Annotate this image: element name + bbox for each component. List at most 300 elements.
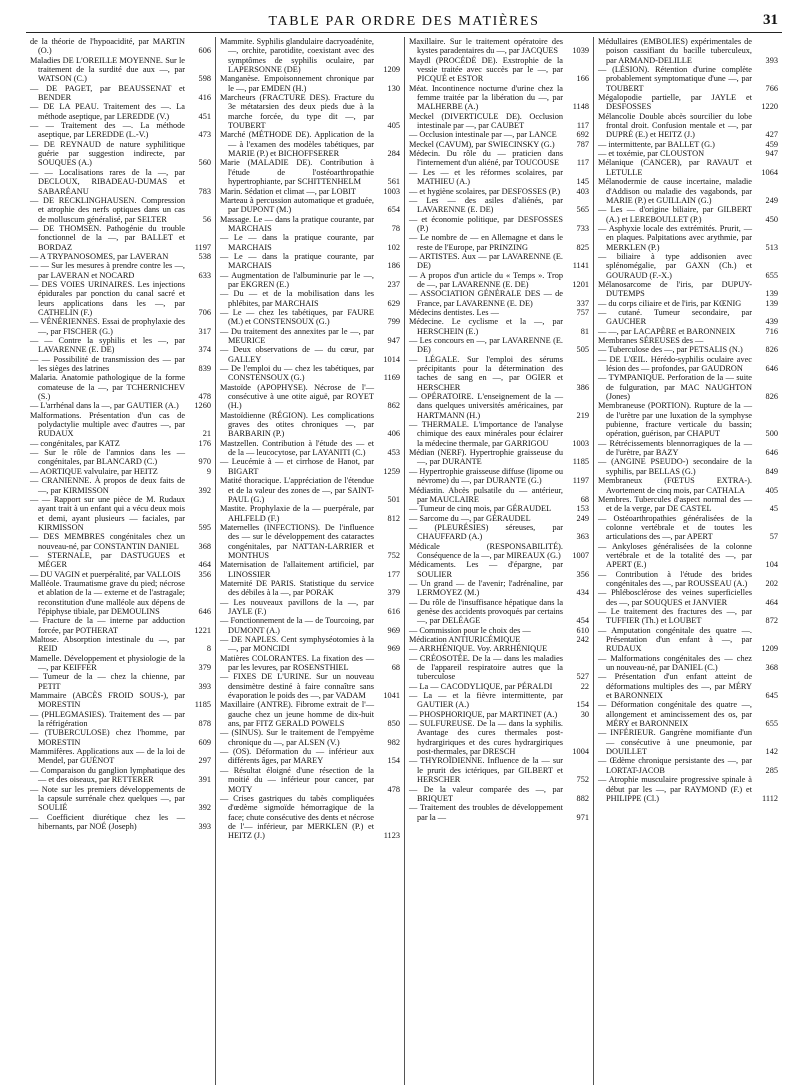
index-entry [30,355,211,374]
index-entry-page: 102 [387,242,400,252]
index-entry-text: — Du rôle de l'insuffisance hépatique dans la genèse des accidents provoqués par certains —, par DELÉAGE [409,597,563,626]
index-entry-page: 284 [387,149,400,159]
index-entry [220,93,400,130]
index-entry [409,308,589,317]
index-entry [30,196,211,224]
index-entry-text: — La — et la fièvre intermittente, par GAUTIER (A.) [409,691,563,710]
index-entry [30,476,211,495]
index-entry-page: 405 [387,121,400,131]
index-entry-page: 177 [387,569,400,579]
index-entry-text: — Rétrécissements blennorragiques de la — de l'urètre, par BAZY [598,438,752,458]
index-entry-page: 68 [580,494,589,504]
index-entry-text: Méat. Incontinence nocturne d'urine chez la femme traitée par la libération du —, par MALHERBE (A.) [409,83,563,112]
index-entry-page: 297 [198,756,211,766]
index-entry [30,336,211,355]
index-entry-page: 416 [198,93,211,103]
index-entry-page: 363 [576,532,589,542]
index-entry-text: Médicaments. Les — d'épargne, par SOULIER [409,560,563,579]
index-entry [598,570,778,589]
index-entry-page: 646 [198,606,211,616]
index-entry-text: — Occlusion intestinale par —, par LANCE [409,130,557,140]
index-entry-page: 1141 [572,261,589,271]
index-entry-page: 8 [206,644,211,654]
index-entry-page: 285 [765,765,778,775]
index-entry [220,196,400,215]
index-entry [409,130,589,139]
index-entry-page: 453 [387,448,400,458]
index-entry-page: 645 [765,691,778,701]
index-entry-text: — Note sur les premiers développements de la capsule surrénale chez quelques —, par SOULIÉ [30,784,185,813]
index-entry-text: Médiastin. Abcès pulsatile du — antérieur, par MAUCLAIRE [409,485,563,504]
index-entry-text: Malléole. Traumatisme grave du pied; nécrose et ablation de la — externe et de l'astragale; reconstitution d'une malléole aux dépens de l'épiphyse tibiale, par DEMOULINS [30,578,185,616]
index-entry-text: — CRÉOSOTÉE. De la — dans les maladies de l'appareil respiratoire autres que la tuberculose [409,653,563,682]
index-entry-text: — Les — et les réformes scolaires, par MATHIEU (A.) [409,167,563,187]
index-entry-page: 560 [198,158,211,168]
index-columns [26,37,782,1085]
index-entry-text: Mégalopodie partielle, par JAYLE et DESFOSSES [598,93,752,112]
index-entry-text: Malformations. Présentation d'un cas de polydactylie multiple avec d'autres —, par RUDAUX [30,410,185,439]
index-entry-text: Médication ANTIURICÉMIQUE [409,635,521,644]
index-entry [409,420,589,448]
page-title: TABLE PAR ORDRE DES MATIÈRES [268,14,540,29]
index-entry-page: 1185 [194,700,211,710]
index-entry [409,355,589,392]
index-entry [598,495,778,514]
index-entry-page: 825 [576,242,589,252]
index-entry-page: 1003 [383,186,400,196]
index-entry [598,327,778,336]
index-entry-text: — cutané. Tumeur secondaire, par GAUCHER [598,307,752,327]
index-entry [409,514,589,523]
index-entry-page: 646 [765,448,778,458]
index-entry [409,560,589,579]
index-entry [220,158,400,186]
index-entry-page: 799 [387,317,400,327]
index-entry-page: 1004 [572,747,589,757]
index-entry-page: 145 [576,177,589,187]
index-entry-text: — — Possibilité de transmission des — par les sièges des latrines [30,354,185,374]
index-entry-page: 655 [765,719,778,729]
index-entry-page: 1209 [383,65,400,75]
index-entry-text: — Atrophie musculaire progressive spinale à début par les —, par RAYMOND (F.) et PHILIPPE (Cl.) [598,775,752,803]
index-entry-text: — DE NAPLES. Cent symphyséotomies à la —, par MONCIDI [220,635,374,654]
index-entry [220,523,400,560]
index-entry-text: — Malformations congénitales des — chez un nouveau-né, par DANIEL (C.) [598,653,752,673]
index-entry [220,728,400,747]
index-entry [598,775,778,803]
index-entry [598,439,778,458]
index-entry [30,121,211,140]
index-entry-text: — et toxémie, par CLOUSTON [598,149,705,159]
index-entry-page: 654 [387,205,400,215]
index-entry-text: — Crises gastriques du tabès compliquées d'œdème sigmoïde hémorragique de la face; chute consécutive des dents et nécrose de l'— inférieur, par MERKLEN (P.) et HEITZ (J.) [220,793,374,841]
index-entry-text: — OPÉRATOIRE. L'enseignement de la — dans quelques universités américaines, par HARTMANN (H.) [409,392,563,420]
index-entry-page: 393 [198,821,211,831]
index-entry [598,93,778,112]
index-entry-text: Membraneuse (PORTION). Rupture de la — de l'urètre par une luxation de la symphyse pubienne, fracture verticale du bassin; opération, guérison, par CHAPUT [598,401,752,439]
index-entry-text: — — Sur les mesures à prendre contre les —, par LAVERAN et NOCARD [30,261,185,280]
index-entry-page: 1209 [761,644,778,654]
index-entry-text: Membres. Tubercules d'aspect normal des — et de la verge, par DE CASTEL [598,494,752,514]
index-entry-page: 78 [391,223,400,233]
index-entry [30,635,211,654]
index-entry-text: — du corps ciliaire et de l'iris, par KŒNIG [598,298,742,308]
index-entry-text: — De l'emploi du — chez les tabétiques, par CONSTENSOUX (G.) [220,364,374,383]
index-entry-page: 1123 [383,831,400,841]
index-entry-page: 139 [765,289,778,299]
index-entry [598,514,778,542]
index-entry-page: 337 [576,298,589,308]
index-entry [598,756,778,775]
index-entry-text: Maladies DE L'OREILLE MOYENNE. Sur le traitement de la surdité due aux —, par WATSON (C.) [30,55,185,84]
page-number: 31 [763,12,778,28]
index-entry [220,598,400,617]
index-entry [598,149,778,158]
index-entry [598,607,778,626]
index-entry-text: — Commission pour le choix des — [409,625,531,635]
index-entry [30,616,211,635]
index-entry-page: 783 [198,186,211,196]
index-entry-text: — INFÉRIEUR. Gangrène momifiante d'un — consécutive à une pneumonie, par DOUILLET [598,728,752,757]
index-entry-page: 104 [765,560,778,570]
index-entry-text: — Résultat éloigné d'une résection de la moitié du — inférieur pour cancer, par MOTY [220,765,374,794]
index-entry-page: 202 [765,578,778,588]
index-entry-page: 439 [765,317,778,327]
index-entry-text: Matité thoracique. L'appréciation de l'étendue et de la valeur des zones de —, par SAINT-PAUL (G.) [220,476,374,504]
index-entry-text: Médian (NERF). Hypertrophie graisseuse du —, par DURANTE [409,448,563,467]
index-entry-page: 450 [765,214,778,224]
index-entry-text: Matières COLORANTES. La fixation des — par les levures, par ROSENSTHIEL [220,653,374,673]
index-entry-text: Maxillaire. Sur le traitement opératoire des kystes paradentaires du —, par JACQUES [409,37,563,56]
index-entry-page: 427 [765,130,778,140]
index-entry-page: 57 [769,532,778,542]
index-entry-page: 454 [576,616,589,626]
index-entry-text: — Phlébosclérose des veines superficielles des —, par SOUQUES et JANVIER [598,588,752,607]
index-entry-text: — TYMPANIQUE. Perforation de la — suite de fulguration, par MAC NAUGHTON (Jones) [598,373,752,402]
index-entry [30,747,211,766]
index-entry-text: Maxillaire (ANTRE). Fibrome extrait de l'— gauche chez un jeune homme de dix-huit ans, par FITZ GERALD POWELS [220,700,374,729]
index-entry-text: — DES VOIES URINAIRES. Les injections épidurales par ponction du canal sacré et leurs applications dans les —, par CATHELIN (F.) [30,279,185,317]
index-entry [598,457,778,476]
index-entry [30,84,211,103]
index-entry [220,766,400,794]
index-entry [30,401,211,410]
index-entry-text: Mastoïdienne (RÉGION). Les complications graves des otites chroniques —, par BARBARIN (P.) [220,410,374,439]
index-entry-page: 406 [387,429,400,439]
index-entry-page: 356 [576,569,589,579]
index-entry-page: 249 [576,513,589,523]
index-entry [220,476,400,504]
index-entry-text: — Le — dans la pratique courante, par MARCHAIS [220,251,374,271]
index-entry [409,626,589,635]
index-entry-page: 403 [576,186,589,196]
index-entry [220,579,400,598]
index-entry-page: 513 [765,242,778,252]
index-entry-page: 153 [576,504,589,514]
index-entry [30,551,211,570]
index-entry-page: 970 [198,457,211,467]
index-entry-text: Médicale (RESPONSABILITÉ). Conséquence de la —, par MIREAUX (G.) [409,541,563,560]
index-entry-page: 1221 [194,625,211,635]
index-entry [220,37,400,74]
index-entry-text: — (OS). Déformation du — inférieur aux différents âges, par MAREY [220,747,374,766]
index-entry-text: — intermittente, par BALLET (G.) [598,139,715,149]
index-entry-page: 982 [387,737,400,747]
index-entry [598,280,778,299]
index-entry-page: 117 [576,121,589,131]
index-entry-page: 176 [198,438,211,448]
index-entry [30,785,211,813]
index-entry-text: — (ANGINE PSEUDO-) secondaire de la syphilis, par BELLAS (G.) [598,457,752,476]
index-entry-page: 317 [198,326,211,336]
index-entry-text: — LÉGALE. Sur l'emploi des sérums précipitants pour la détermination des taches de sang en —, par OGIER et HERSCHER [409,354,563,392]
index-entry [409,803,589,822]
index-entry [409,504,589,513]
index-entry-text: — DE REYNAUD de nature syphilitique guérie par suggestion indirecte, par SOUQUES (A.) [30,139,185,168]
index-entry [220,616,400,635]
index-entry-page: 1260 [194,401,211,411]
index-entry-text: Mélanique (CANCER), par RAVAUT et LETULLE [598,158,752,177]
index-entry-page: 356 [198,569,211,579]
index-entry-page: 565 [576,205,589,215]
index-entry-text: — Asphyxie locale des extrémités. Prurit, — en plaques. Palpitations avec arythmie, par MERKLEN (P.) [598,223,752,252]
index-entry-text: — La — CACODYLIQUE, par PÉRALDI [409,681,553,691]
index-entry-page: 1259 [383,466,400,476]
index-entry-text: — Amputation congénitale des quatre —. Présentation d'un enfant à —, par RUDAUX [598,625,752,654]
index-entry [409,196,589,215]
index-entry-page: 237 [387,279,400,289]
index-entry-text: — Le traitement des fractures des —, par TUFFIER (Th.) et LOUBET [598,606,752,626]
index-entry-page: 1197 [194,242,211,252]
index-entry [598,345,778,354]
index-entry-text: — Les — d'origine biliaire, par GILBERT (A.) et LEREBOULLET (P.) [598,205,752,224]
index-entry-text: Marché (MÉTHODE DE). Application de la — à l'examen des modèles tabétiques, par MARIE (P.) et BICHOFFSERER [220,130,374,159]
index-entry-page: 1112 [762,793,778,803]
index-entry-text: — — Contre la syphilis et les —, par LAVARENNE (E. DE) [30,336,185,355]
index-entry-page: 393 [765,55,778,65]
index-entry [409,710,589,719]
index-entry-text: Meckel (DIVERTICULE DE). Occlusion intestinale par —, par CAUBET [409,111,563,131]
index-entry-text: Mammifères. Applications aux — de la loi de Mendel, par GUÉNOT [30,747,185,766]
index-entry-text: — De la valeur comparée des —, par BRIQUET [409,784,563,803]
index-entry-page: 392 [198,803,211,813]
index-entry-page: 154 [387,756,400,766]
index-entry [30,570,211,579]
index-entry-text: — Augmentation de l'albuminurie par le —, par EKGREN (E.) [220,270,374,289]
index-entry-page: 595 [198,522,211,532]
index-entry-text: — Contribution à l'étude des brides congénitales des —, par ROUSSEAU (A.) [598,569,752,588]
index-entry-page: 692 [576,130,589,140]
index-entry-text: Marteau à percussion automatique et graduée, par DUPONT (M.) [220,195,374,215]
index-entry [598,252,778,280]
index-entry-text: — ARTISTES. Aux — par LAVARENNE (E. DE) [409,251,563,271]
index-entry-text: — PHOSPHORIQUE, par MARTINET (A.) [409,709,558,719]
index-entry-page: 464 [765,597,778,607]
index-column-4 [593,37,782,1085]
index-entry-page: 561 [387,177,400,187]
index-entry-page: 22 [580,681,589,691]
index-entry-page: 249 [765,195,778,205]
index-entry-text: — Coefficient diurétique chez les — hibernants, par NOÉ (Joseph) [30,812,185,831]
index-entry-text: — DES MEMBRES congénitales chez un nouveau-né, par CONSTANTIN DANIEL [30,532,185,551]
index-entry-text: — Le — dans la pratique courante, par MARCHAIS [220,233,374,252]
index-entry [598,158,778,177]
index-entry-text: — — Localisations rares de la —, par DECLOUX, RIBADEAU-DUMAS et SABARÉANU [30,167,185,196]
index-entry-text: — (TUBERCULOSE) chez l'homme, par MORESTIN [30,728,185,747]
index-entry-page: 368 [198,541,211,551]
index-entry-text: — ASSOCIATION GÉNÉRALE DES — de France, par LAVARENNE (E. DE) [409,289,563,308]
index-entry-text: — congénitales, par KATZ [30,438,120,448]
index-entry [409,719,589,756]
index-entry-page: 826 [765,345,778,355]
index-entry [220,364,400,383]
index-entry-page: 538 [198,251,211,261]
index-entry-page: 45 [769,504,778,514]
index-entry [409,252,589,271]
index-entry-text: — Les concours en —, par LAVARENNE (E. DE) [409,336,563,355]
index-entry-text: — Les nouveaux pavillons de la —, par JAYLE (F.) [220,597,374,616]
index-entry-text: — — Traitement des —. La méthode aseptique, par LEREDDE (L.-V.) [30,121,185,140]
index-entry-text: — —, par LACAPÈRE et BARONNEIX [598,326,736,336]
index-entry [409,785,589,804]
page-header [26,10,782,33]
index-entry-text: — Traitement des troubles de développement par la — [409,803,563,822]
index-entry-page: 1014 [383,354,400,364]
index-entry-page: 392 [198,485,211,495]
index-entry-text: — Sarcome du —, par GÉRAUDEL [409,513,531,523]
index-entry [220,747,400,766]
index-entry [30,672,211,691]
index-entry [30,168,211,196]
index-entry [409,215,589,234]
index-entry-page: 610 [576,625,589,635]
index-entry-page: 606 [198,46,211,56]
index-entry [409,392,589,420]
index-entry-page: 971 [576,812,589,822]
index-entry-page: 464 [198,560,211,570]
index-entry-page: 166 [576,74,589,84]
index-entry-page: 757 [576,307,589,317]
index-entry-text: Médecine. Le cyclisme et la —, par HERSCHEIN (E.) [409,317,563,336]
index-entry-page: 1220 [761,102,778,112]
index-entry [409,112,589,131]
index-entry [30,280,211,317]
index-entry [220,233,400,252]
index-entry [220,187,400,196]
index-entry-page: 501 [387,494,400,504]
index-entry-text: — Le — chez les tabétiques, par FAURE (M.) et CONSTENSOUX (G.) [220,307,374,327]
index-entry-page: 633 [198,270,211,280]
index-entry-page: 459 [765,139,778,149]
index-entry-page: 882 [576,793,589,803]
index-entry [220,130,400,158]
index-entry-text: — ARRHÉNIQUE. Voy. ARRHÉNIQUE [409,644,548,654]
index-entry-text: Marin. Sédation et climat —, par LOBIT [220,186,356,196]
index-entry-text: Mastite. Prophylaxie de la — puerpérale, par AHLFELD (F.) [220,504,374,523]
index-entry-page: 766 [765,83,778,93]
index-entry-text: Maternité DE PARIS. Statistique du service des débiles à la —, par PORAK [220,578,374,598]
index-entry-text: — A TRYPANOSOMES, par LAVERAN [30,251,169,261]
index-entry-page: 849 [765,466,778,476]
index-entry-text: — (PLEURÉSIES) séreuses, par CHAUFFARD (A.) [409,522,563,542]
index-entry-text: Malaria. Anatomie pathologique de la forme comateuse de la —, par TCHERNICHEV (S.) [30,373,185,402]
index-entry-text: — — Rapport sur une pièce de M. Rudaux ayant trait à un enfant qui a vécu deux mois et demi, ayant plusieurs — faciales, par KIRMISSON [30,494,185,532]
index-entry-page: 142 [765,747,778,757]
index-entry-page: 30 [580,709,589,719]
index-entry [598,728,778,756]
index-entry-page: 81 [580,326,589,336]
index-entry [30,579,211,616]
index-entry [409,84,589,112]
index-entry-text: — Le nombre de — en Allemagne et dans le reste de l'Europe, par PRINZING [409,233,563,252]
index-entry-page: 379 [387,588,400,598]
index-entry-text: Maternelles (INFECTIONS). De l'influence des — sur le développement des cataractes congénitales, par NATTAN-LARRIER et MONTHUS [220,522,374,560]
index-entry [30,140,211,168]
index-entry [598,654,778,673]
index-entry-page: 947 [765,149,778,159]
index-entry [409,579,589,598]
index-entry-text: — Tumeur de la — chez la chienne, par PETIT [30,672,185,691]
index-entry [220,74,400,93]
index-entry [220,383,400,411]
index-entry-text: Meckel (CAVUM), par SWIECINSKY (G.) [409,139,555,149]
index-entry-text: — Ostéoarthropathies généralisées de la colonne vertébrale et de toutes les articulations des —, par APERT [598,513,752,542]
index-entry [598,336,778,345]
index-entry-text: — (SINUS). Sur le traitement de l'empyème chronique du —, par ALSEN (V.) [220,728,374,747]
index-column-2 [215,37,404,1085]
index-entry [30,691,211,710]
index-entry-page: 379 [198,663,211,673]
index-entry [220,635,400,654]
index-entry [409,486,589,505]
index-entry-page: 154 [576,700,589,710]
index-entry-text: — Fracture de la — interne par adduction forcée, par POTHERAT [30,616,185,635]
index-entry-page: 393 [198,681,211,691]
index-entry-page: 451 [198,111,211,121]
index-entry-page: 655 [765,270,778,280]
index-entry-page: 139 [765,298,778,308]
index-entry-page: 434 [576,588,589,598]
index-entry-text: — et hygiène scolaires, par DESFOSSES (P.) [409,186,561,196]
index-entry-text: — Présentation d'un enfant atteint de déformations multiples des —, par MÉRY et BARONNEIX [598,672,752,701]
index-entry-page: 374 [198,345,211,355]
index-entry-page: 812 [387,513,400,523]
index-entry [409,654,589,682]
index-entry-page: 242 [576,635,589,644]
index-entry [409,187,589,196]
index-entry [409,644,589,653]
index-entry [598,224,778,252]
index-entry [30,532,211,551]
index-entry [409,542,589,561]
index-entry [409,168,589,187]
index-entry-text: — Fonctionnement de la — de Tourcoing, par DUMONT (A.) [220,616,374,635]
index-entry-text: — DE LA PEAU. Traitement des —. La méthode aseptique, par LEREDDE (V.) [30,102,185,121]
index-entry [409,271,589,290]
index-entry [598,355,778,374]
index-entry-page: 1148 [572,102,589,112]
index-entry [30,56,211,84]
index-entry-page: 1041 [383,691,400,701]
index-entry-text: — Ankyloses généralisées de la colonne vertébrale et de la totalité des —, par APERT (E.) [598,541,752,570]
index-entry-text: — Hypertrophie graisseuse diffuse (lipome ou névrome) du —, par DURANTE (G.) [409,466,563,486]
index-entry-page: 862 [387,401,400,411]
index-entry-page: 500 [765,429,778,439]
index-entry [598,205,778,224]
index-entry-page: 947 [387,336,400,345]
index-entry [30,37,211,56]
index-entry-text: — Les — des asiles d'aliénés, par LAVARENNE (E. DE) [409,195,563,215]
